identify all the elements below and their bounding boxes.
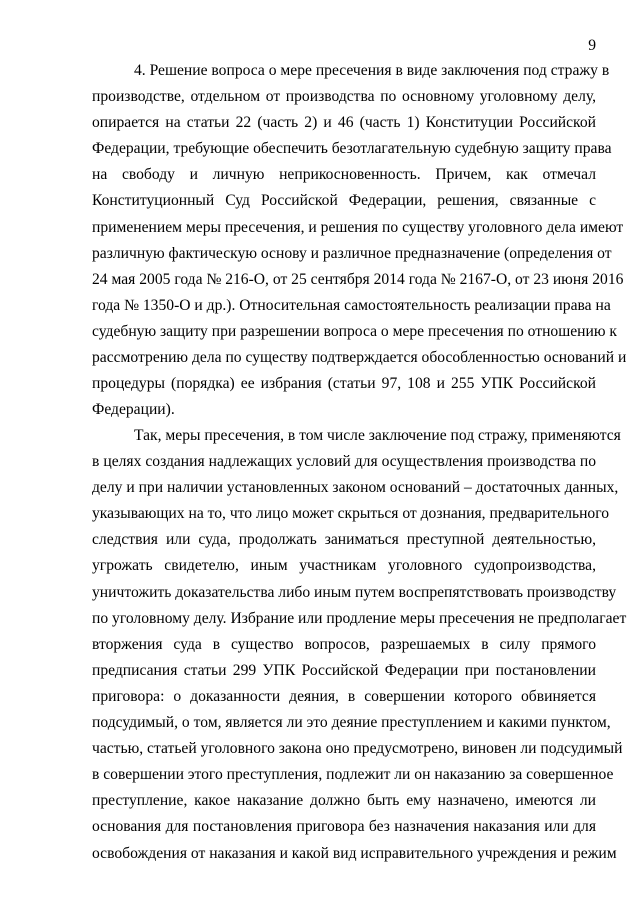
text-line: в целях создания надлежащих условий для осуществления производства по — [92, 453, 596, 471]
text-line: судебную защиту при разрешении вопроса о мере пресечения по отношению к — [92, 322, 617, 340]
text-line: приговора: о доказанности деяния, в совершении которого обвиняется — [92, 687, 596, 705]
text-line: угрожать свидетелю, иным участникам уголовного судопроизводства, — [92, 557, 596, 575]
paragraph-measures — [92, 423, 627, 867]
text-line: преступление, какое наказание должно быть ему назначено, имеются ли — [92, 792, 596, 810]
text-line: года № 1350-О и др.). Относительная самостоятельность реализации права на — [92, 296, 611, 314]
text-line: освобождения от наказания и какой вид исправительного учреждения и режим — [92, 844, 617, 862]
text-line: различную фактическую основу и различное предназначение (определения от — [92, 244, 612, 262]
paragraph-4 — [92, 58, 627, 423]
page-number: 9 — [588, 37, 596, 54]
text-line: подсудимый, о том, является ли это деяние преступлением и какими пунктом, — [92, 714, 611, 732]
text-line: по уголовному делу. Избрание или продление меры пресечения не предполагает — [92, 609, 627, 627]
text-line: применением меры пресечения, и решения по существу уголовного дела имеют — [92, 218, 624, 236]
text-line: Федерации). — [92, 401, 175, 419]
text-line: следствия или суда, продолжать заниматься преступной деятельностью, — [92, 531, 596, 549]
text-line: указывающих на то, что лицо может скрыться от дознания, предварительного — [92, 505, 610, 523]
text-line: делу и при наличии установленных законом оснований – достаточных данных, — [92, 479, 619, 497]
text-line: производстве, отдельном от производства по основному уголовному делу, — [92, 88, 596, 106]
text-line: рассмотрению дела по существу подтверждается обособленностью оснований и — [92, 349, 627, 367]
text-line: на свободу и личную неприкосновенность. Причем, как отмечал — [92, 166, 596, 184]
text-line: опирается на статьи 22 (часть 2) и 46 (часть 1) Конституции Российской — [92, 114, 596, 132]
text-line: процедуры (порядка) ее избрания (статьи 97, 108 и 255 УПК Российской — [92, 375, 596, 393]
text-line: Так, меры пресечения, в том числе заключение под стражу, применяются — [134, 427, 621, 444]
text-line: 24 мая 2005 года № 216-О, от 25 сентября 2014 года № 2167-О, от 23 июня 2016 — [92, 270, 624, 288]
text-line: в совершении этого преступления, подлежит ли он наказанию за совершенное — [92, 766, 614, 784]
text-line: предписания статьи 299 УПК Российской Федерации при постановлении — [92, 661, 596, 679]
text-line: уничтожить доказательства либо иным путем воспрепятствовать производству — [92, 583, 617, 601]
text-line: Федерации, требующие обеспечить безотлагательную судебную защиту права — [92, 140, 612, 158]
text-line: Конституционный Суд Российской Федерации, решения, связанные с — [92, 192, 596, 210]
text-line: вторжения суда в существо вопросов, разрешаемых в силу прямого — [92, 635, 596, 653]
text-line: основания для постановления приговора без назначения наказания или для — [92, 818, 596, 836]
text-line: частью, статьей уголовного закона оно предусмотрено, виновен ли подсудимый — [92, 740, 623, 758]
text-line: 4. Решение вопроса о мере пресечения в виде заключения под стражу в — [134, 62, 610, 79]
